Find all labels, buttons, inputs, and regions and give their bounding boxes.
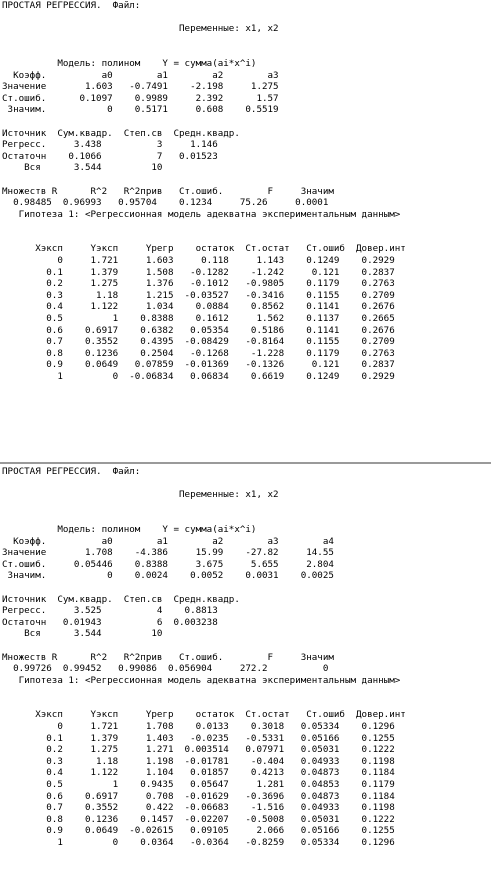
report-line: 0.9 0.0649 0.07859 -0.01369 -0.1326 0.121 0.2837 [2,359,395,371]
report-line: Вся 3.544 10 [2,162,163,174]
report-line: 0.5 1 0.9435 0.05647 1.281 0.04853 0.1179 [2,779,395,791]
report-line: 0.4 1.122 1.104 0.01857 0.4213 0.04873 0.1184 [2,767,395,779]
report-line: Модель: полином Y = сумма(ai*x^i) [2,57,257,69]
report-line: 0.5 1 0.8388 0.1612 1.562 0.1137 0.2665 [2,313,395,325]
report-line: 0.6 0.6917 0.708 -0.01629 -0.3696 0.04873 0.1184 [2,790,395,802]
report-line: Гипотеза 1: <Регрессионная модель адекватна экспериментальным данным> [2,674,401,686]
report-line: 0.4 1.122 1.034 0.0884 0.8562 0.1141 0.2676 [2,301,395,313]
blank-line [0,582,491,594]
report-line: 0.9 0.0649 -0.02615 0.09105 2.066 0.05166 0.1255 [2,825,395,837]
blank-line [0,35,491,47]
report-line: Модель: полином Y = сумма(ai*x^i) [2,523,257,535]
report-line: Множеств R R^2 R^2прив Ст.ошиб. F Значим [2,651,334,663]
report-line: Значение 1.708 -4.386 15.99 -27.82 14.55 [2,547,334,559]
report-line: 1 0 -0.06834 0.06834 0.6619 0.1249 0.2929 [2,371,395,382]
blank-line [0,686,491,698]
report-line: Вся 3.544 10 [2,628,163,640]
report-line: 0.99726 0.99452 0.99086 0.056904 272.2 0 [2,663,329,675]
blank-line [0,512,491,524]
report-line: Значение 1.603 -0.7491 -2.198 1.275 [2,81,279,93]
report-line: Значим. 0 0.5171 0.608 0.5519 [2,104,279,116]
report-line: Xэксп Yэксп Yрегр остаток Ст.остат Ст.ошиб Довер.инт [2,243,406,255]
blank-line [0,174,491,186]
report-line: Регресс. 3.438 3 1.146 [2,139,218,151]
report-line: ПРОСТАЯ РЕГРЕССИЯ. Файл: [2,466,141,477]
report-line: Ст.ошиб. 0.1097 0.9989 2.392 1.57 [2,92,279,104]
panel-divider [0,462,491,464]
report-line: 0.3 1.18 1.215 -0.03527 -0.3416 0.1155 0.2709 [2,289,395,301]
report-line: Гипотеза 1: <Регрессионная модель адекватна экспериментальным данным> [2,208,401,220]
blank-line [0,698,491,710]
report-line: 0.2 1.275 1.376 -0.1012 -0.9805 0.1179 0.2763 [2,278,395,290]
report-line: 1 0 0.0364 -0.0364 -0.8259 0.05334 0.1296 [2,837,395,848]
report-line: 0.1 1.379 1.508 -0.1282 -1.242 0.121 0.2837 [2,266,395,278]
report-line: Остаточн 0.01943 6 0.003238 [2,616,218,628]
report-line: Источник Сум.квадр. Степ.св Средн.квадр. [2,127,240,139]
report-line: 0.1 1.379 1.403 -0.0235 -0.5331 0.05166 0.1255 [2,732,395,744]
report-line: Переменные: x1, x2 [2,489,279,501]
report-line: Источник Сум.квадр. Степ.св Средн.квадр. [2,593,240,605]
blank-line [0,12,491,24]
report-line: Значим. 0 0.0024 0.0052 0.0031 0.0025 [2,570,334,582]
report-line: 0.8 0.1236 0.2504 -0.1268 -1.228 0.1179 0.2763 [2,347,395,359]
report-line: 0.7 0.3552 0.422 -0.06683 -1.516 0.04933 0.1198 [2,802,395,814]
report-line: 0.8 0.1236 0.1457 -0.02207 -0.5008 0.05031 0.1222 [2,813,395,825]
report-line: 0.3 1.18 1.198 -0.01781 -0.404 0.04933 0.1198 [2,755,395,767]
report-line: Xэксп Yэксп Yрегр остаток Ст.остат Ст.ошиб Довер.инт [2,709,406,721]
report-line: ПРОСТАЯ РЕГРЕССИЯ. Файл: [2,0,141,11]
blank-line [0,478,491,490]
blank-line [0,116,491,128]
report-line: Остаточн 0.1066 7 0.01523 [2,150,218,162]
regression-report-2 [0,466,491,890]
blank-line [0,220,491,232]
blank-line [0,46,491,58]
report-line: Ст.ошиб. 0.05446 0.8388 3.675 5.655 2.804 [2,558,334,570]
report-line: 0.2 1.275 1.271 0.003514 0.07971 0.05031 0.1222 [2,744,395,756]
blank-line [0,232,491,244]
report-line: Коэфф. a0 a1 a2 a3 a4 [2,535,334,547]
report-line: Регресс. 3.525 4 0.8813 [2,605,218,617]
blank-line [0,640,491,652]
report-line: 0.6 0.6917 0.6382 0.05354 0.5186 0.1141 0.2676 [2,324,395,336]
report-line: Коэфф. a0 a1 a2 a3 [2,69,279,81]
report-line: 0.7 0.3552 0.4395 -0.08429 -0.8164 0.1155 0.2709 [2,336,395,348]
report-line: Множеств R R^2 R^2прив Ст.ошиб. F Значим [2,185,334,197]
report-line: 0.98485 0.96993 0.95704 0.1234 75.26 0.0001 [2,197,329,209]
report-line: 0 1.721 1.603 0.118 1.143 0.1249 0.2929 [2,255,395,267]
report-line: Переменные: x1, x2 [2,23,279,35]
blank-line [0,501,491,513]
report-line: 0 1.721 1.708 0.0133 0.3018 0.05334 0.1296 [2,721,395,733]
